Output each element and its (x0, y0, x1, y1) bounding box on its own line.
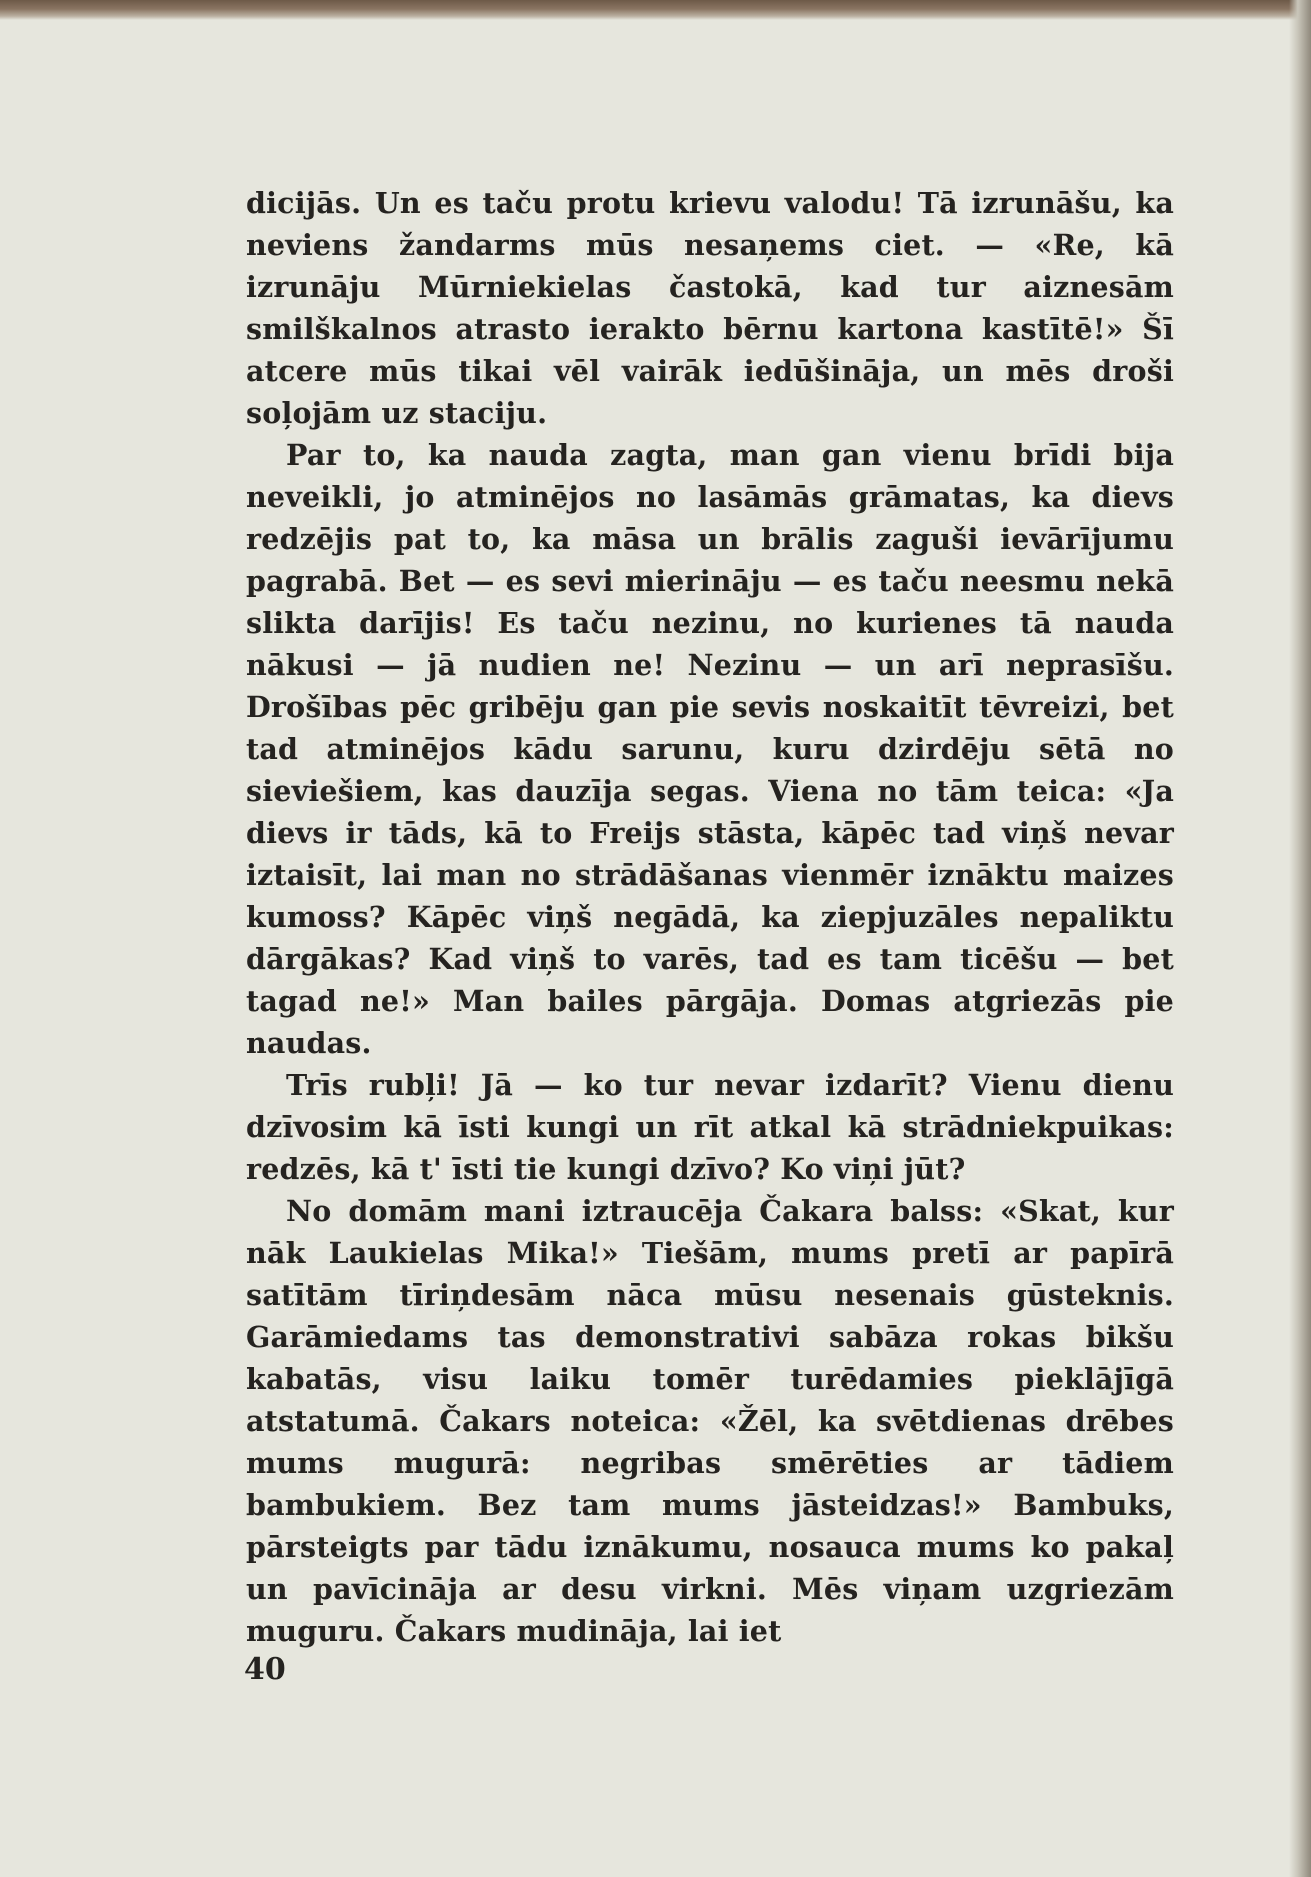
paragraph-3: Trīs rubļi! Jā — ko tur nevar izdarīt? Vienu dienu dzīvosim kā īsti kungi un rīt atkal kā strādniekpuikas: redzēs, kā t' īsti tie kungi dzīvo? Ko viņi jūt? (246, 1068, 1174, 1186)
book-top-edge (0, 0, 1311, 20)
book-spine-shadow (1289, 0, 1311, 1877)
paragraph-1: dicijās. Un es taču protu krievu valodu! Tā izrunāšu, ka neviens žandarms mūs nesaņems ciet. — «Re, kā izrunāju Mūrniekielas častokā, kad tur aiznesām smilškalnos atrasto ierakto bērnu kartona kastītē!» Šī atcere mūs tikai vēl vairāk iedūšināja, un mēs droši soļojām uz staciju. (246, 186, 1174, 430)
paragraph-2: Par to, ka nauda zagta, man gan vienu brīdi bija neveikli, jo atminējos no lasāmās grāmatas, ka dievs redzējis pat to, ka māsa un brālis zaguši ievārījumu pagrabā. Bet — es sevi mierināju — es taču neesmu nekā slikta darījis! Es taču nezinu, no kurienes tā nauda nākusi — jā nudien ne! Nezinu — un arī neprasīšu. Drošības pēc gribēju gan pie sevis noskaitīt tēvreizi, bet tad atminējos kādu sarunu, kuru dzirdēju sētā no sieviešiem, kas dauzīja segas. Viena no tām teica: «Ja dievs ir tāds, kā to Freijs stāsta, kāpēc tad viņš nevar iztaisīt, lai man no strādāšanas vienmēr iznāktu maizes kumoss? Kāpēc viņš negādā, ka ziepjuzāles nepaliktu dārgākas? Kad viņš to varēs, tad es tam ticēšu — bet tagad ne!» Man bailes pārgāja. Domas atgriezās pie naudas. (246, 438, 1174, 1060)
page-body (246, 182, 1174, 1652)
paragraph-4: No domām mani iztraucēja Čakara balss: «Skat, kur nāk Laukielas Mika!» Tiešām, mums pretī ar papīrā satītām tīriņdesām nāca mūsu nesenais gūsteknis. Garāmiedams tas demonstrativi sabāza rokas bikšu kabatās, visu laiku tomēr turēdamies pieklājīgā atstatumā. Čakars noteica: «Žēl, ka svētdienas drēbes mums mugurā: negribas smērēties ar tādiem bambukiem. Bez tam mums jāsteidzas!» Bambuks, pārsteigts par tādu iznākumu, nosauca mums ko pakaļ un pavīcināja ar desu virkni. Mēs viņam uzgriezām muguru. Čakars mudināja, lai iet (246, 1194, 1174, 1648)
page-number: 40 (244, 1652, 286, 1687)
